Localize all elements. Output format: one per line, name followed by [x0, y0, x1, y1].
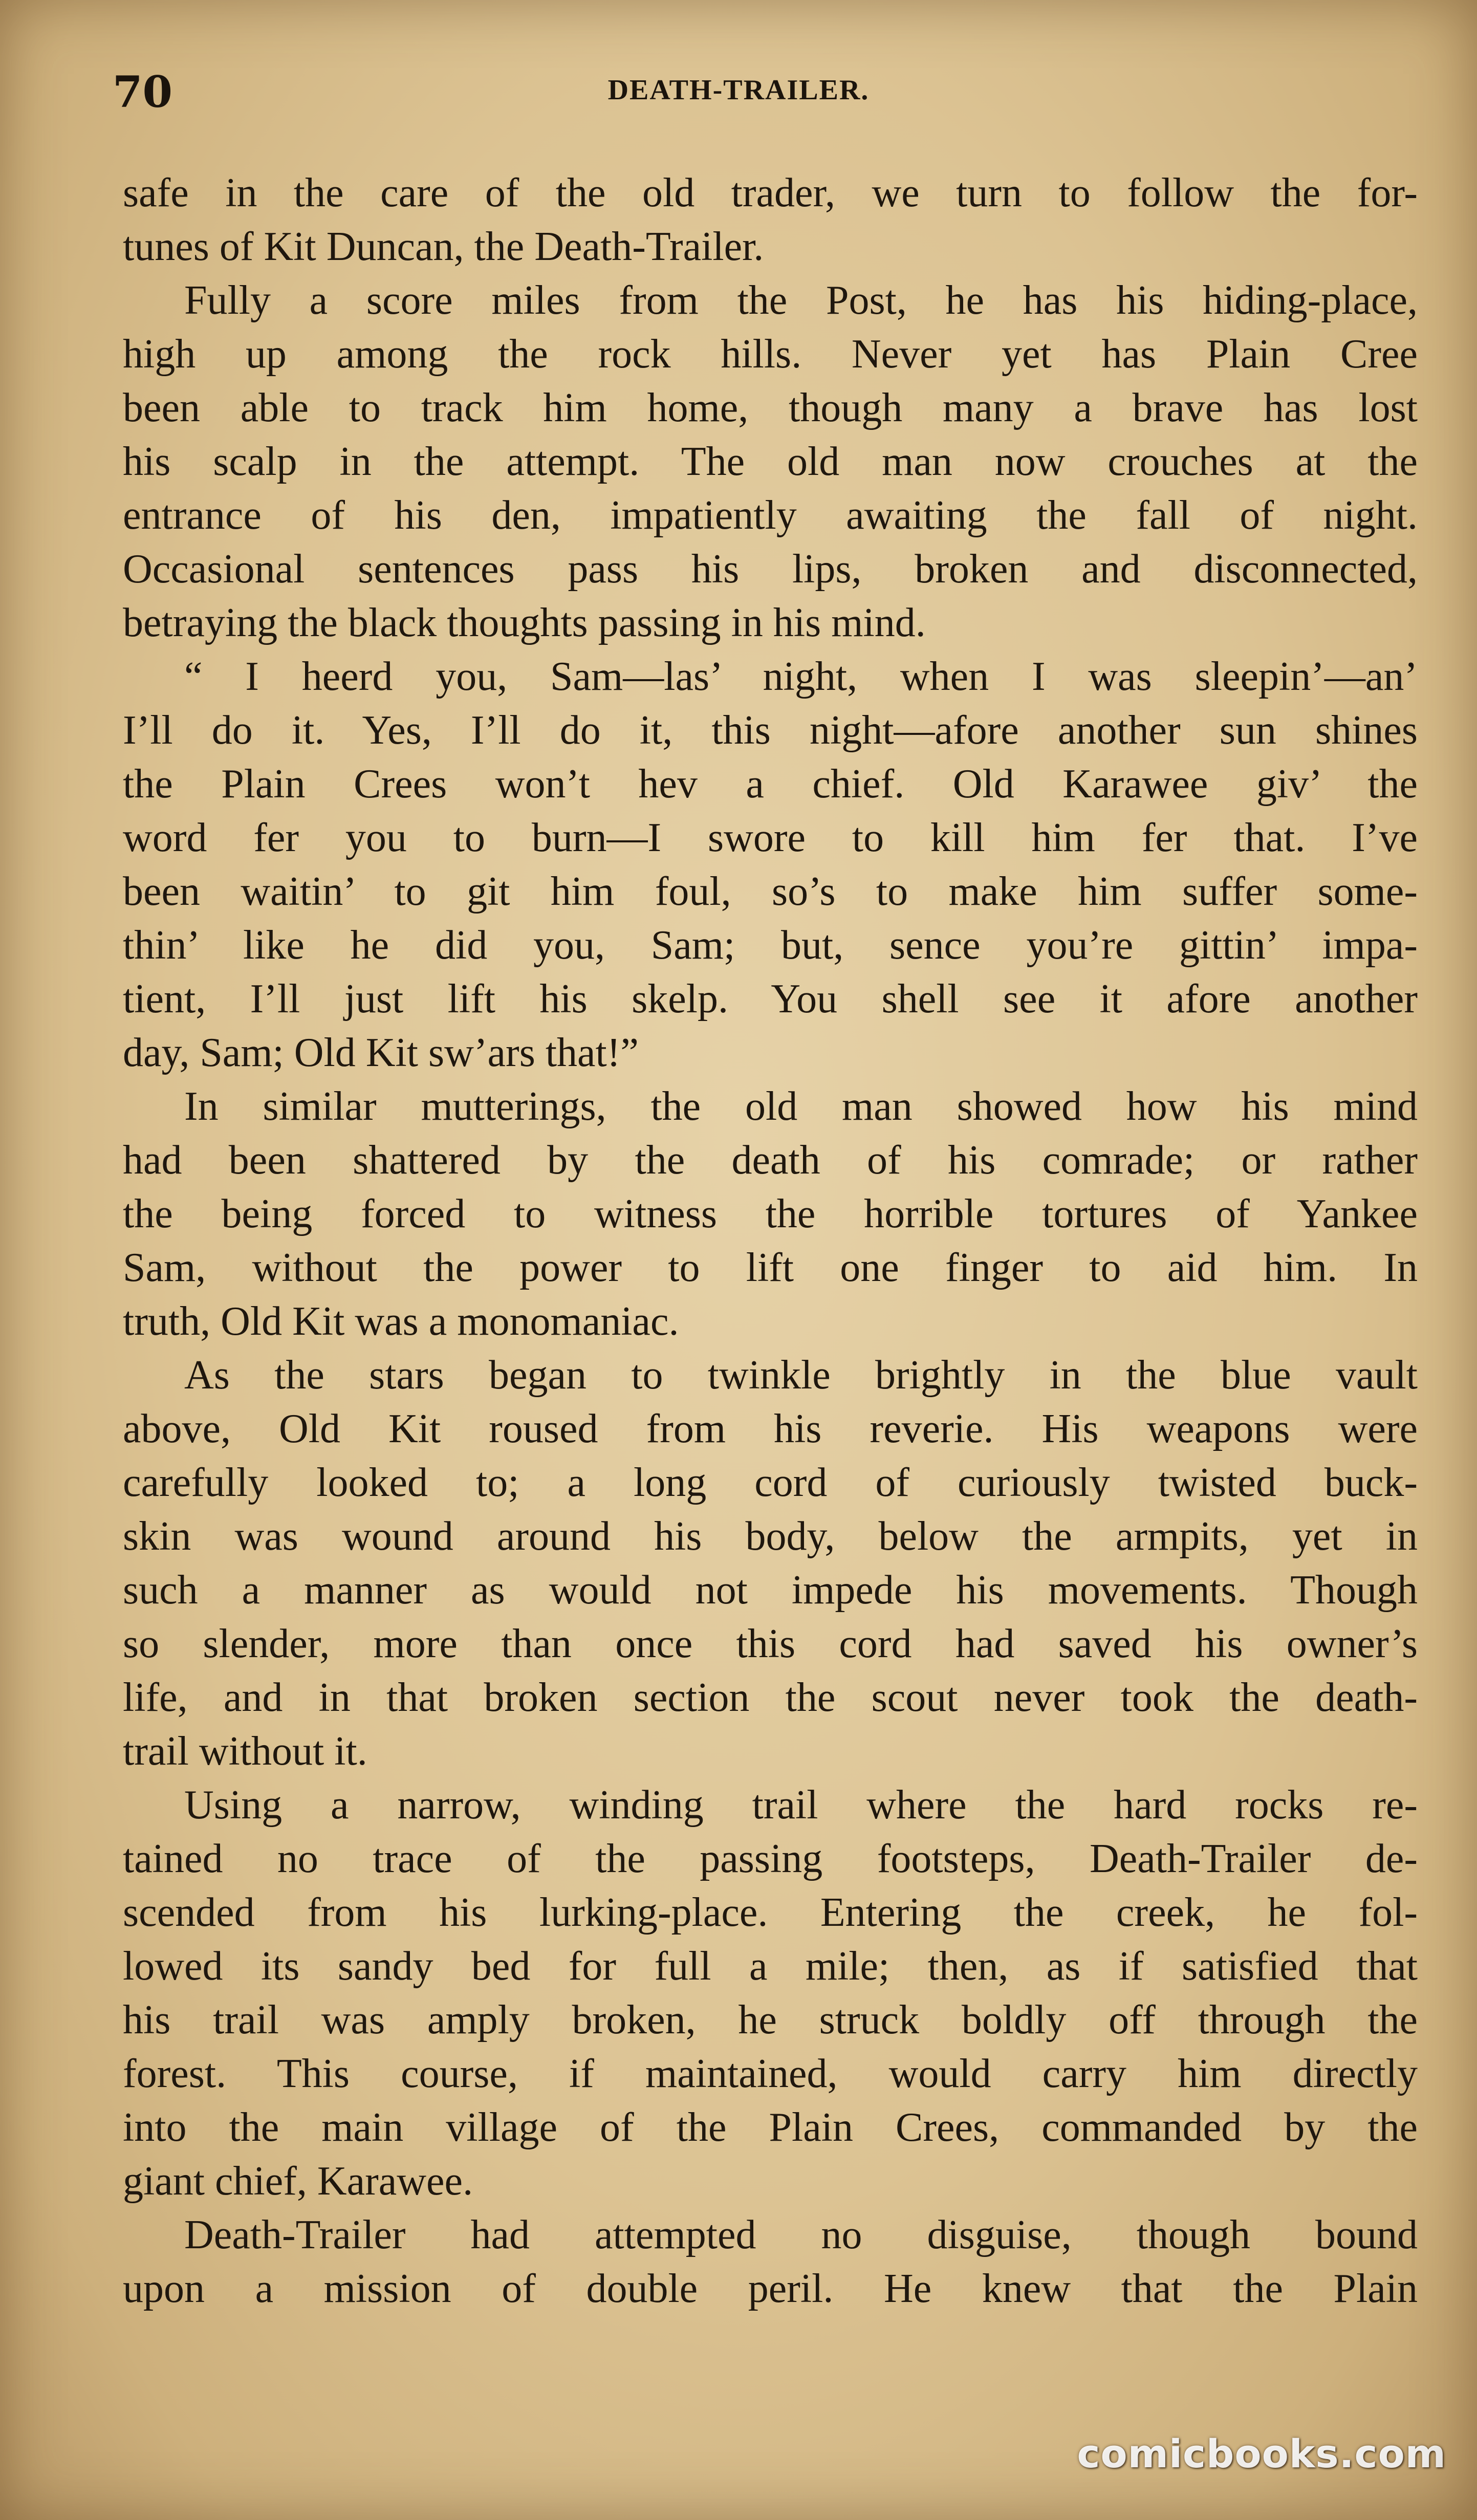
text-line: day, Sam; Old Kit sw’ars that!” — [123, 1030, 639, 1075]
text-line: so slender, more than once this cord had saved his owner’s — [123, 1621, 1418, 1666]
text-line: his trail was amply broken, he struck boldly off through the — [123, 1997, 1418, 2043]
running-head: DEATH-TRAILER. — [607, 74, 870, 106]
text-line: giant chief, Karawee. — [123, 2159, 473, 2204]
page-header — [0, 67, 1477, 123]
text-line: thin’ like he did you, Sam; but, sence you’re gittin’ impa- — [123, 923, 1418, 968]
text-line: carefully looked to; a long cord of curiously twisted buck- — [123, 1460, 1418, 1505]
text-line: word fer you to burn—I swore to kill him fer that. I’ve — [123, 815, 1418, 860]
text-line: safe in the care of the old trader, we turn to follow the for- — [123, 170, 1418, 215]
text-line: tient, I’ll just lift his skelp. You shell see it afore another — [123, 976, 1418, 1022]
text-line: truth, Old Kit was a monomaniac. — [123, 1299, 679, 1344]
body-text — [123, 166, 1418, 2316]
text-line: Occasional sentences pass his lips, broken and disconnected, — [123, 547, 1418, 592]
text-line: As the stars began to twinkle brightly in the blue vault — [184, 1353, 1418, 1398]
text-line: his scalp in the attempt. The old man now crouches at the — [123, 439, 1418, 484]
text-line: above, Old Kit roused from his reverie. His weapons were — [123, 1406, 1418, 1451]
watermark-text: comicbooks.com — [1077, 2431, 1446, 2476]
text-line: the Plain Crees won’t hev a chief. Old Karawee giv’ the — [123, 762, 1418, 807]
text-line: Sam, without the power to lift one finger to aid him. In — [123, 1245, 1418, 1290]
text-line: the being forced to witness the horrible tortures of Yankee — [123, 1191, 1418, 1236]
page-number: 70 — [113, 67, 172, 117]
text-line: Using a narrow, winding trail where the hard rocks re- — [184, 1783, 1418, 1828]
text-line: into the main village of the Plain Crees, commanded by the — [123, 2105, 1418, 2150]
text-line: entrance of his den, impatiently awaiting the fall of night. — [123, 493, 1418, 538]
text-line: I’ll do it. Yes, I’ll do it, this night—afore another sun shines — [123, 708, 1418, 753]
text-line: “ I heerd you, Sam—las’ night, when I was sleepin’—an’ — [184, 654, 1418, 699]
text-line: life, and in that broken section the scout never took the death- — [123, 1675, 1418, 1720]
text-line: upon a mission of double peril. He knew that the Plain — [123, 2266, 1418, 2311]
text-line: trail without it. — [123, 1729, 367, 1774]
text-line: skin was wound around his body, below the armpits, yet in — [123, 1514, 1418, 1559]
text-line: In similar mutterings, the old man showed how his mind — [184, 1084, 1418, 1129]
text-line: forest. This course, if maintained, would carry him directly — [123, 2051, 1418, 2096]
text-line: Death-Trailer had attempted no disguise, though bound — [184, 2212, 1418, 2257]
text-line: scended from his lurking-place. Entering the creek, he fol- — [123, 1890, 1418, 1935]
text-line: lowed its sandy bed for full a mile; then, as if satisfied that — [123, 1944, 1418, 1989]
text-line: tunes of Kit Duncan, the Death-Trailer. — [123, 224, 764, 269]
text-line: betraying the black thoughts passing in his mind. — [123, 600, 926, 645]
text-line: been waitin’ to git him foul, so’s to make him suffer some- — [123, 869, 1418, 914]
text-line: had been shattered by the death of his comrade; or rather — [123, 1138, 1418, 1183]
text-line: Fully a score miles from the Post, he has his hiding-place, — [184, 278, 1418, 323]
text-line: tained no trace of the passing footsteps, Death-Trailer de- — [123, 1836, 1418, 1881]
text-line: been able to track him home, though many a brave has lost — [123, 385, 1418, 430]
text-line: such a manner as would not impede his movements. Though — [123, 1568, 1418, 1613]
text-line: high up among the rock hills. Never yet has Plain Cree — [123, 332, 1418, 377]
